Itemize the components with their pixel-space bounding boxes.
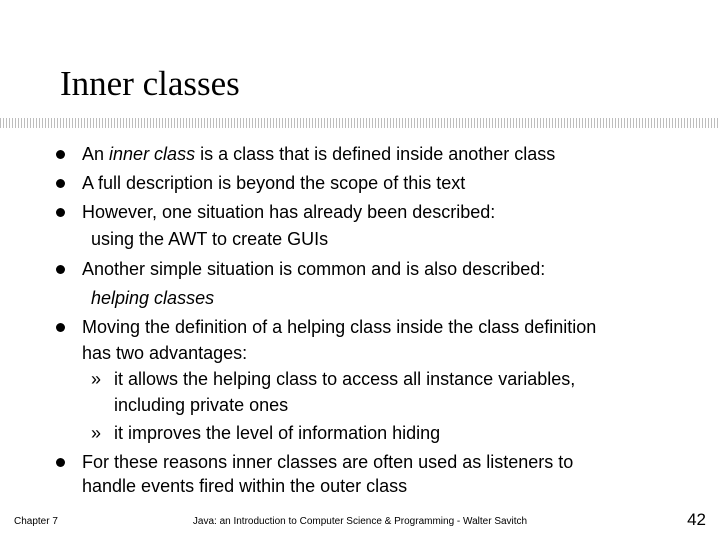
- bullet-icon: [56, 150, 65, 159]
- bullet-text-suffix: is a class that is defined inside another class: [195, 144, 556, 164]
- slide-title: Inner classes: [60, 64, 240, 103]
- title-divider: [0, 118, 720, 128]
- bullet-continuation: handle events fired within the outer class: [82, 476, 408, 496]
- bullet-icon: [56, 179, 65, 188]
- bullet-text-emphasis: inner class: [109, 144, 196, 164]
- bullet-continuation: has two advantages:: [82, 343, 248, 363]
- bullet-icon: [56, 458, 65, 467]
- sub-bullet-marker: »: [91, 369, 102, 389]
- bullet-text: For these reasons inner classes are often used as listeners to: [82, 452, 574, 472]
- sub-bullet-continuation: including private ones: [114, 395, 289, 415]
- page-number: 42: [687, 510, 706, 529]
- bullet-text: [82, 142, 555, 166]
- bullet-icon: [56, 265, 65, 274]
- sub-bullet-text: it improves the level of information hiding: [114, 423, 441, 443]
- bullet-text: Another simple situation is common and is also described:: [82, 259, 546, 279]
- sub-bullet-text: it allows the helping class to access all instance variables,: [114, 369, 576, 389]
- bullet-icon: [56, 208, 65, 217]
- bullet-continuation: using the AWT to create GUIs: [91, 229, 329, 249]
- sub-bullet-marker: »: [91, 423, 102, 443]
- bullet-text: However, one situation has already been described:: [82, 202, 496, 222]
- bullet-text: Moving the definition of a helping class inside the class definition: [82, 317, 597, 337]
- bullet-text: A full description is beyond the scope of this text: [82, 173, 466, 193]
- bullet-continuation: helping classes: [91, 288, 215, 308]
- footer-book-title: Java: an Introduction to Computer Science & Programming - Walter Savitch: [192, 516, 528, 527]
- bullet-icon: [56, 323, 65, 332]
- footer-chapter: Chapter 7: [14, 516, 58, 527]
- bullet-text-prefix: An: [82, 144, 110, 164]
